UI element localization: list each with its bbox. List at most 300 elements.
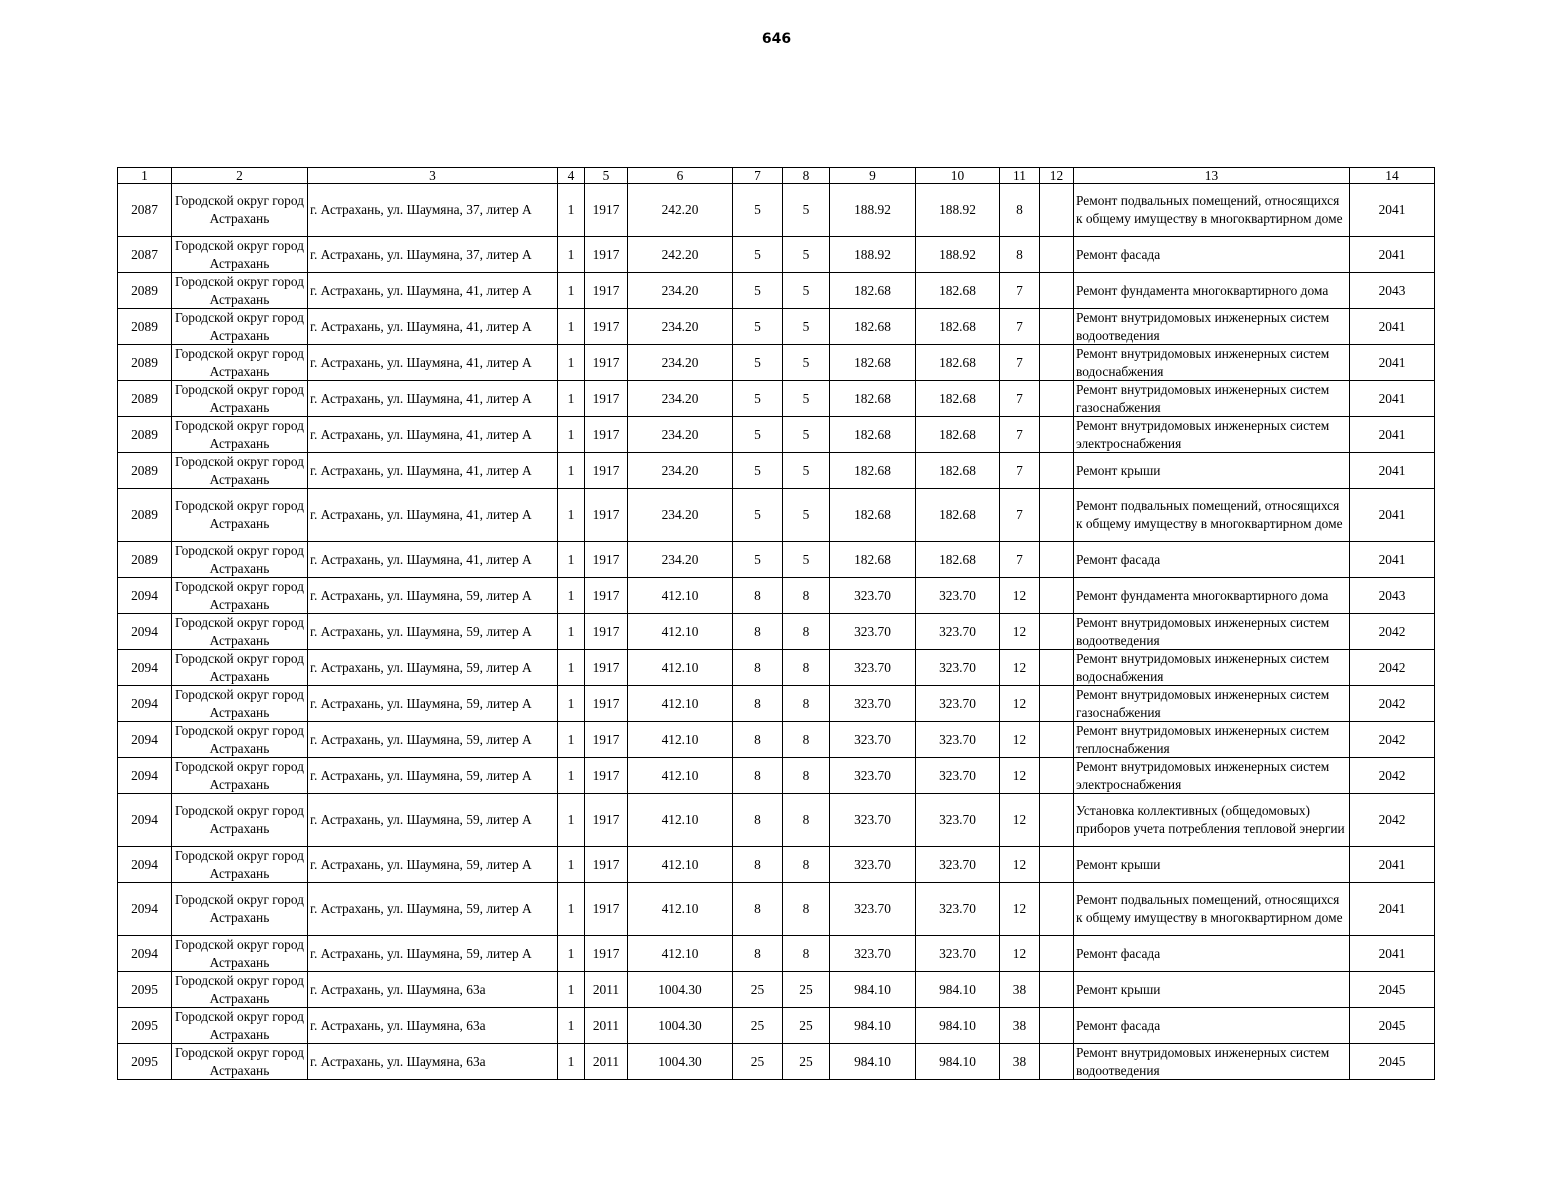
commission-year: 1917 <box>592 282 620 298</box>
building-count: 1 <box>567 731 575 747</box>
municipality: Городской округ город Астрахань <box>175 803 304 836</box>
municipality-cell <box>172 417 308 453</box>
planned-year: 2041 <box>1378 390 1406 406</box>
col-header: 14 <box>1350 168 1435 184</box>
repair-work-type: Ремонт фундамента многоквартирного дома <box>1076 282 1329 298</box>
address: г. Астрахань, ул. Шаумяна, 41, литер А <box>310 282 532 298</box>
col-header: 4 <box>558 168 585 184</box>
address: г. Астрахань, ул. Шаумяна, 59, литер А <box>310 587 532 603</box>
area-owned-cell <box>916 184 1000 237</box>
municipality-cell <box>172 972 308 1008</box>
commission-year: 2011 <box>592 981 620 997</box>
table-row <box>118 1008 1435 1044</box>
area-owned-cell <box>916 883 1000 936</box>
residents: 7 <box>1016 426 1023 442</box>
living-area: 984.10 <box>854 1017 891 1033</box>
apartments-residential-cell <box>783 758 830 794</box>
apartments-residential: 5 <box>802 202 810 217</box>
living-area-cell <box>830 542 916 578</box>
address: г. Астрахань, ул. Шаумяна, 63а <box>310 981 486 997</box>
total-area-cell <box>628 1008 733 1044</box>
repair-work-type-cell <box>1074 309 1350 345</box>
planned-year-cell <box>1350 417 1435 453</box>
commission-year: 1917 <box>592 901 620 916</box>
table-row <box>118 1044 1435 1080</box>
living-area-cell <box>830 184 916 237</box>
commission-year-cell <box>585 794 628 847</box>
planned-year: 2041 <box>1378 507 1406 522</box>
municipality: Городской округ город Астрахань <box>175 687 304 720</box>
apartments-total: 8 <box>754 659 761 675</box>
building-count: 1 <box>567 945 575 961</box>
residents: 38 <box>1012 1017 1027 1033</box>
col-header: 12 <box>1040 168 1074 184</box>
total-area-cell <box>628 309 733 345</box>
residents: 12 <box>1012 659 1027 675</box>
commission-year-cell <box>585 237 628 273</box>
repair-work-type: Ремонт внутридомовых инженерных систем газоснабжения <box>1076 687 1330 720</box>
record-number-cell <box>118 758 172 794</box>
total-area-cell <box>628 758 733 794</box>
residents-cell <box>1000 1044 1040 1080</box>
area-owned-cell <box>916 578 1000 614</box>
total-area-cell <box>628 417 733 453</box>
col-12-cell <box>1040 417 1074 453</box>
total-area-cell <box>628 1044 733 1080</box>
building-count: 1 <box>567 767 575 783</box>
repair-work-type: Ремонт подвальных помещений, относящихся к общему имуществу в многоквартирном доме <box>1076 892 1343 925</box>
commission-year: 1917 <box>592 551 620 567</box>
repair-work-type-cell <box>1074 273 1350 309</box>
living-area-cell <box>830 381 916 417</box>
living-area-cell <box>830 758 916 794</box>
record-number-cell <box>118 686 172 722</box>
residents-cell <box>1000 758 1040 794</box>
repair-work-type-cell <box>1074 1044 1350 1080</box>
municipality: Городской округ город Астрахань <box>175 346 304 379</box>
residents-cell <box>1000 184 1040 237</box>
address: г. Астрахань, ул. Шаумяна, 63а <box>310 1017 486 1033</box>
total-area: 1004.30 <box>658 981 702 997</box>
address: г. Астрахань, ул. Шаумяна, 41, литер А <box>310 318 532 334</box>
area-owned: 182.68 <box>939 551 976 567</box>
residents: 8 <box>1016 246 1023 262</box>
record-number-cell <box>118 847 172 883</box>
commission-year-cell <box>585 847 628 883</box>
apartments-residential-cell <box>783 972 830 1008</box>
municipality: Городской округ город Астрахань <box>175 193 304 226</box>
record-number: 2094 <box>131 767 158 783</box>
total-area: 242.20 <box>661 202 699 217</box>
municipality-cell <box>172 453 308 489</box>
record-number-cell <box>118 542 172 578</box>
planned-year: 2041 <box>1378 246 1406 262</box>
repair-work-type-cell <box>1074 489 1350 542</box>
residents-cell <box>1000 936 1040 972</box>
living-area: 323.70 <box>854 695 891 711</box>
total-area: 234.20 <box>661 551 699 567</box>
planned-year: 2043 <box>1378 587 1406 603</box>
area-owned: 182.68 <box>939 318 976 334</box>
record-number: 2095 <box>131 981 158 997</box>
total-area-cell <box>628 542 733 578</box>
planned-year: 2042 <box>1378 731 1406 747</box>
planned-year-cell <box>1350 381 1435 417</box>
repair-work-type: Ремонт внутридомовых инженерных систем электроснабжения <box>1076 759 1330 792</box>
address-cell <box>308 1044 558 1080</box>
table-row <box>118 542 1435 578</box>
apartments-total-cell <box>733 883 783 936</box>
municipality-cell <box>172 489 308 542</box>
municipality-cell <box>172 883 308 936</box>
record-number: 2087 <box>131 246 158 262</box>
building-count-cell <box>558 847 585 883</box>
apartments-residential: 8 <box>802 812 810 827</box>
commission-year-cell <box>585 542 628 578</box>
building-count-cell <box>558 936 585 972</box>
municipality-cell <box>172 936 308 972</box>
municipality: Городской округ город Астрахань <box>175 579 304 612</box>
table-row <box>118 686 1435 722</box>
apartments-total-cell <box>733 936 783 972</box>
residents: 12 <box>1012 623 1027 639</box>
apartments-residential-cell <box>783 614 830 650</box>
apartments-residential: 8 <box>802 767 810 783</box>
apartments-total-cell <box>733 1044 783 1080</box>
building-count: 1 <box>567 659 575 675</box>
apartments-total-cell <box>733 758 783 794</box>
apartments-residential-cell <box>783 794 830 847</box>
address-cell <box>308 722 558 758</box>
living-area-cell <box>830 417 916 453</box>
repair-work-type: Ремонт подвальных помещений, относящихся к общему имуществу в многоквартирном доме <box>1076 193 1343 226</box>
address: г. Астрахань, ул. Шаумяна, 37, литер А <box>310 246 532 262</box>
repair-work-type: Установка коллективных (общедомовых) приборов учета потребления тепловой энергии <box>1076 803 1345 836</box>
col-header: 5 <box>585 168 628 184</box>
living-area: 323.70 <box>854 587 891 603</box>
repair-work-type-cell <box>1074 686 1350 722</box>
residents-cell <box>1000 794 1040 847</box>
repair-work-type: Ремонт внутридомовых инженерных систем водоснабжения <box>1076 651 1330 684</box>
record-number: 2094 <box>131 623 158 639</box>
residents-cell <box>1000 381 1040 417</box>
building-count-cell <box>558 381 585 417</box>
building-count: 1 <box>567 587 575 603</box>
total-area: 412.10 <box>661 945 699 961</box>
total-area-cell <box>628 345 733 381</box>
commission-year-cell <box>585 758 628 794</box>
col-12-cell <box>1040 542 1074 578</box>
residents: 7 <box>1016 354 1023 370</box>
residents-cell <box>1000 686 1040 722</box>
residents-cell <box>1000 578 1040 614</box>
apartments-residential: 8 <box>802 587 810 603</box>
apartments-total: 8 <box>754 901 761 916</box>
address: г. Астрахань, ул. Шаумяна, 59, литер А <box>310 695 532 711</box>
municipality-cell <box>172 273 308 309</box>
table-row <box>118 578 1435 614</box>
living-area-cell <box>830 722 916 758</box>
address-cell <box>308 417 558 453</box>
table-row <box>118 309 1435 345</box>
living-area: 182.68 <box>854 426 891 442</box>
area-owned: 323.70 <box>939 856 976 872</box>
commission-year-cell <box>585 345 628 381</box>
address: г. Астрахань, ул. Шаумяна, 63а <box>310 1053 486 1069</box>
building-count-cell <box>558 345 585 381</box>
apartments-residential-cell <box>783 381 830 417</box>
planned-year-cell <box>1350 309 1435 345</box>
col-header: 3 <box>308 168 558 184</box>
building-count: 1 <box>567 1017 575 1033</box>
residents-cell <box>1000 417 1040 453</box>
total-area-cell <box>628 936 733 972</box>
apartments-residential: 8 <box>802 856 810 872</box>
municipality: Городской округ город Астрахань <box>175 759 304 792</box>
living-area-cell <box>830 614 916 650</box>
residents: 7 <box>1016 390 1023 406</box>
planned-year: 2042 <box>1378 695 1406 711</box>
total-area: 234.20 <box>661 354 699 370</box>
commission-year: 1917 <box>592 390 620 406</box>
total-area-cell <box>628 273 733 309</box>
record-number-cell <box>118 1008 172 1044</box>
col-header: 6 <box>628 168 733 184</box>
planned-year: 2041 <box>1378 426 1406 442</box>
building-count-cell <box>558 273 585 309</box>
record-number-cell <box>118 453 172 489</box>
area-owned: 182.68 <box>939 354 976 370</box>
commission-year-cell <box>585 1044 628 1080</box>
commission-year: 1917 <box>592 318 620 334</box>
commission-year: 1917 <box>592 623 620 639</box>
record-number-cell <box>118 722 172 758</box>
apartments-total-cell <box>733 722 783 758</box>
apartments-total: 5 <box>754 426 761 442</box>
apartments-residential-cell <box>783 1008 830 1044</box>
building-count-cell <box>558 309 585 345</box>
residents-cell <box>1000 273 1040 309</box>
total-area: 412.10 <box>661 731 699 747</box>
area-owned: 188.92 <box>939 202 976 217</box>
planned-year-cell <box>1350 883 1435 936</box>
municipality-cell <box>172 722 308 758</box>
planned-year: 2041 <box>1378 318 1406 334</box>
total-area: 234.20 <box>661 507 699 522</box>
record-number-cell <box>118 794 172 847</box>
address: г. Астрахань, ул. Шаумяна, 59, литер А <box>310 945 532 961</box>
address-cell <box>308 184 558 237</box>
commission-year-cell <box>585 309 628 345</box>
planned-year: 2041 <box>1378 354 1406 370</box>
col-12-cell <box>1040 972 1074 1008</box>
apartments-total-cell <box>733 794 783 847</box>
building-count-cell <box>558 650 585 686</box>
area-owned: 984.10 <box>939 981 976 997</box>
building-count-cell <box>558 489 585 542</box>
table-row <box>118 453 1435 489</box>
municipality: Городской округ город Астрахань <box>175 615 304 648</box>
living-area-cell <box>830 794 916 847</box>
living-area-cell <box>830 309 916 345</box>
table-row <box>118 489 1435 542</box>
record-number: 2094 <box>131 812 158 827</box>
living-area: 323.70 <box>854 659 891 675</box>
apartments-residential: 5 <box>802 282 810 298</box>
total-area: 234.20 <box>661 390 699 406</box>
building-count: 1 <box>567 812 575 827</box>
planned-year-cell <box>1350 614 1435 650</box>
apartments-residential: 5 <box>802 354 810 370</box>
repair-work-type: Ремонт внутридомовых инженерных систем водоотведения <box>1076 1045 1330 1078</box>
municipality: Городской округ город Астрахань <box>175 1009 304 1042</box>
building-count: 1 <box>567 354 575 370</box>
address: г. Астрахань, ул. Шаумяна, 59, литер А <box>310 856 532 872</box>
residents-cell <box>1000 309 1040 345</box>
apartments-residential: 25 <box>799 981 813 997</box>
address: г. Астрахань, ул. Шаумяна, 41, литер А <box>310 426 532 442</box>
commission-year-cell <box>585 381 628 417</box>
apartments-residential-cell <box>783 489 830 542</box>
record-number: 2094 <box>131 901 158 916</box>
record-number: 2089 <box>131 462 158 478</box>
apartments-residential: 5 <box>802 390 810 406</box>
apartments-residential: 8 <box>802 659 810 675</box>
address-cell <box>308 883 558 936</box>
repair-work-type-cell <box>1074 794 1350 847</box>
planned-year: 2041 <box>1378 462 1406 478</box>
apartments-total: 5 <box>754 202 761 217</box>
col-header: 10 <box>916 168 1000 184</box>
col-header: 9 <box>830 168 916 184</box>
planned-year: 2042 <box>1378 623 1406 639</box>
apartments-total-cell <box>733 453 783 489</box>
municipality: Городской округ город Астрахань <box>175 892 304 925</box>
apartments-residential: 8 <box>802 695 810 711</box>
building-count-cell <box>558 686 585 722</box>
municipality-cell <box>172 686 308 722</box>
planned-year: 2041 <box>1378 901 1406 916</box>
apartments-total: 8 <box>754 695 761 711</box>
record-number: 2089 <box>131 318 158 334</box>
table-row <box>118 972 1435 1008</box>
apartments-residential-cell <box>783 1044 830 1080</box>
planned-year-cell <box>1350 453 1435 489</box>
area-owned-cell <box>916 614 1000 650</box>
apartments-total: 5 <box>754 390 761 406</box>
apartments-residential-cell <box>783 722 830 758</box>
living-area: 182.68 <box>854 354 891 370</box>
apartments-total: 8 <box>754 945 761 961</box>
record-number-cell <box>118 614 172 650</box>
apartments-residential: 8 <box>802 731 810 747</box>
apartments-total-cell <box>733 542 783 578</box>
apartments-total-cell <box>733 972 783 1008</box>
residents: 12 <box>1012 767 1027 783</box>
area-owned: 984.10 <box>939 1053 976 1069</box>
record-number-cell <box>118 578 172 614</box>
address-cell <box>308 847 558 883</box>
col-12-cell <box>1040 184 1074 237</box>
living-area: 182.68 <box>854 390 891 406</box>
col-12-cell <box>1040 614 1074 650</box>
building-count-cell <box>558 614 585 650</box>
living-area-cell <box>830 489 916 542</box>
page-number: 646 <box>761 31 792 47</box>
living-area: 323.70 <box>854 812 891 827</box>
record-number-cell <box>118 309 172 345</box>
repair-work-type-cell <box>1074 184 1350 237</box>
record-number: 2094 <box>131 731 158 747</box>
residents-cell <box>1000 847 1040 883</box>
living-area-cell <box>830 847 916 883</box>
residents-cell <box>1000 237 1040 273</box>
repair-work-type-cell <box>1074 972 1350 1008</box>
area-owned-cell <box>916 309 1000 345</box>
planned-year-cell <box>1350 237 1435 273</box>
area-owned: 323.70 <box>939 659 976 675</box>
planned-year: 2042 <box>1378 767 1406 783</box>
repair-work-type: Ремонт внутридомовых инженерных систем водоотведения <box>1076 310 1330 343</box>
area-owned-cell <box>916 453 1000 489</box>
commission-year-cell <box>585 184 628 237</box>
building-count: 1 <box>567 623 575 639</box>
address-cell <box>308 1008 558 1044</box>
residents: 12 <box>1012 812 1027 827</box>
area-owned-cell <box>916 794 1000 847</box>
record-number: 2094 <box>131 695 158 711</box>
residents: 7 <box>1016 507 1023 522</box>
repair-work-type-cell <box>1074 936 1350 972</box>
living-area-cell <box>830 578 916 614</box>
municipality-cell <box>172 381 308 417</box>
planned-year-cell <box>1350 1044 1435 1080</box>
residents-cell <box>1000 489 1040 542</box>
record-number-cell <box>118 184 172 237</box>
residents-cell <box>1000 1008 1040 1044</box>
commission-year: 1917 <box>592 426 620 442</box>
total-area: 412.10 <box>661 695 699 711</box>
area-owned: 182.68 <box>939 390 976 406</box>
residents-cell <box>1000 972 1040 1008</box>
planned-year: 2043 <box>1378 282 1406 298</box>
record-number: 2094 <box>131 945 158 961</box>
commission-year-cell <box>585 650 628 686</box>
apartments-residential-cell <box>783 417 830 453</box>
repair-work-type: Ремонт подвальных помещений, относящихся к общему имуществу в многоквартирном доме <box>1076 498 1343 531</box>
table-row <box>118 847 1435 883</box>
municipality-cell <box>172 1044 308 1080</box>
living-area-cell <box>830 345 916 381</box>
total-area-cell <box>628 578 733 614</box>
building-count: 1 <box>567 426 575 442</box>
total-area-cell <box>628 184 733 237</box>
municipality: Городской округ город Астрахань <box>175 543 304 576</box>
commission-year: 1917 <box>592 354 620 370</box>
address-cell <box>308 542 558 578</box>
total-area: 412.10 <box>661 587 699 603</box>
area-owned-cell <box>916 489 1000 542</box>
address-cell <box>308 345 558 381</box>
col-12-cell <box>1040 489 1074 542</box>
total-area: 234.20 <box>661 462 699 478</box>
apartments-residential-cell <box>783 578 830 614</box>
repair-work-type-cell <box>1074 381 1350 417</box>
col-12-cell <box>1040 381 1074 417</box>
repair-work-type-cell <box>1074 345 1350 381</box>
living-area: 323.70 <box>854 731 891 747</box>
address: г. Астрахань, ул. Шаумяна, 41, литер А <box>310 390 532 406</box>
